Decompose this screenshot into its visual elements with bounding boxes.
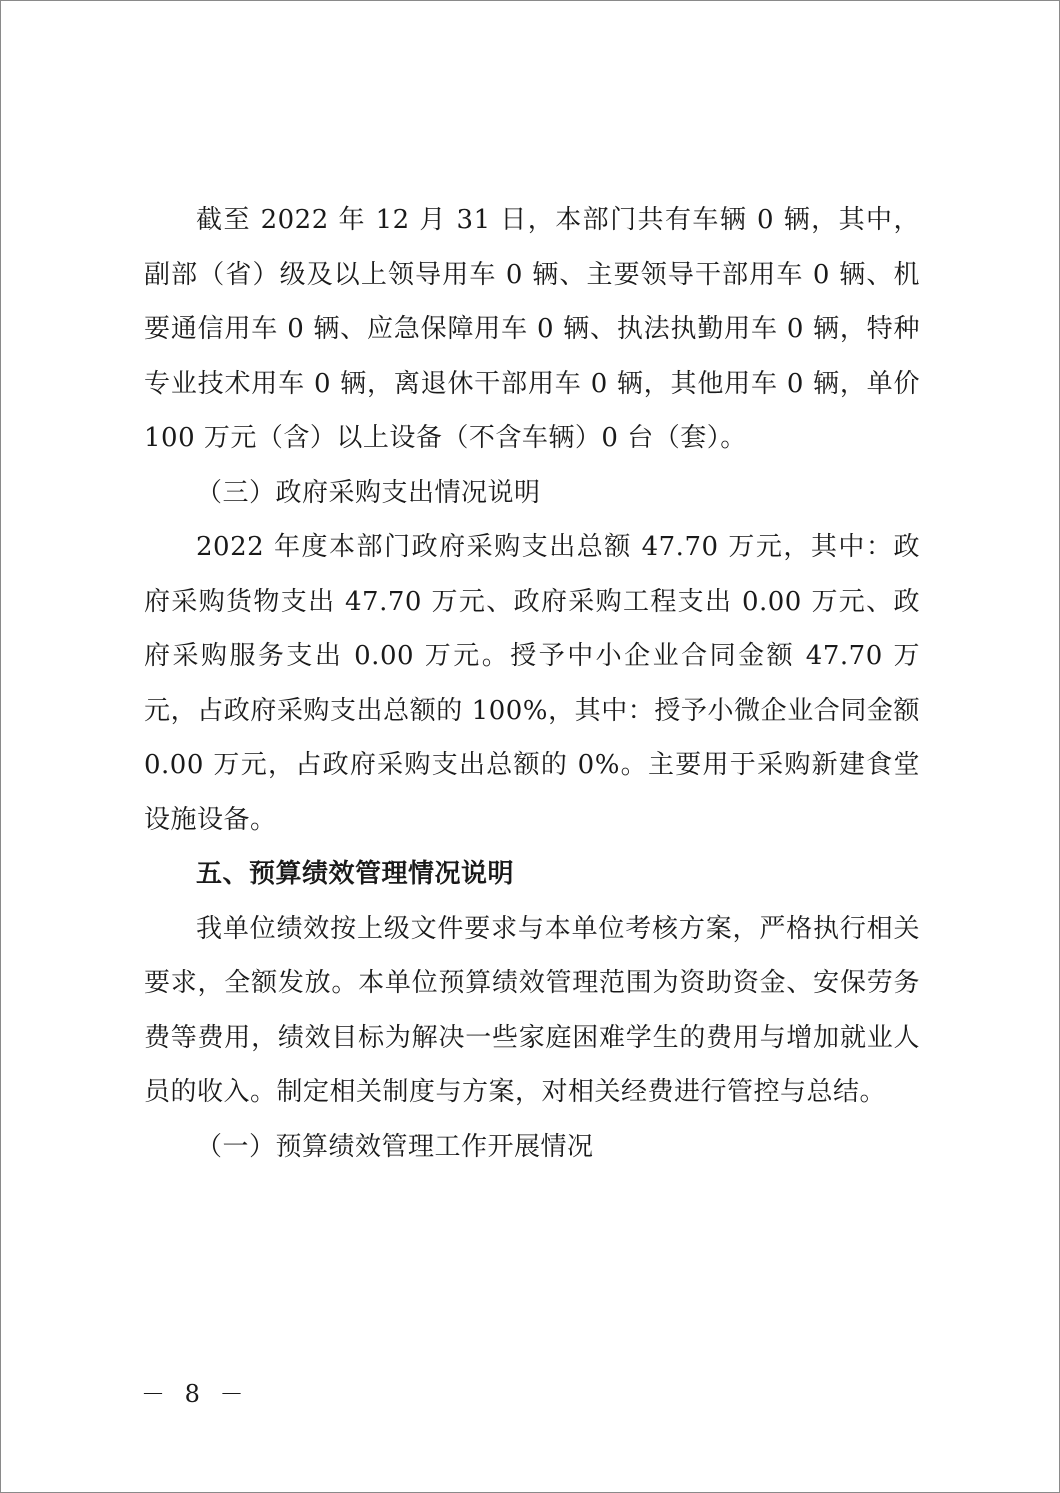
section-heading-performance: 五、预算绩效管理情况说明 — [196, 859, 515, 889]
paragraph-vehicles: 截至 2022 年 12 月 31 日，本部门共有车辆 0 辆，其中，副部（省）级及以上领导用车 0 辆、主要领导干部用车 0 辆、机要通信用车 0 辆、应急保障用车 0 辆、执法执勤用车 0 辆，特种专业技术用车 0 辆，离退休干部用车 0 辆，其他用车 0 辆，单价 100 万元（含）以上设备（不含车辆）0 台（套）。 — [144, 205, 920, 453]
document-body — [144, 193, 920, 1174]
paragraph-performance: 我单位绩效按上级文件要求与本单位考核方案，严格执行相关要求，全额发放。本单位预算绩效管理范围为资助资金、安保劳务费等费用，绩效目标为解决一些家庭困难学生的费用与增加就业人员的收入。制定相关制度与方案，对相关经费进行管控与总结。 — [144, 913, 920, 1107]
subheading-performance-work: （一）预算绩效管理工作开展情况 — [196, 1131, 594, 1162]
paragraph-procurement: 2022 年度本部门政府采购支出总额 47.70 万元，其中：政府采购货物支出 47.70 万元、政府采购工程支出 0.00 万元、政府采购服务支出 0.00 万元。授予中小企业合同金额 47.70 万元，占政府采购支出总额的 100%，其中：授予小微企业合同金额 0.00 万元，占政府采购支出总额的 0%。主要用于采购新建食堂设施设备。 — [144, 532, 920, 835]
page-number: － 8 － — [141, 1380, 250, 1408]
subheading-procurement: （三）政府采购支出情况说明 — [196, 477, 541, 508]
